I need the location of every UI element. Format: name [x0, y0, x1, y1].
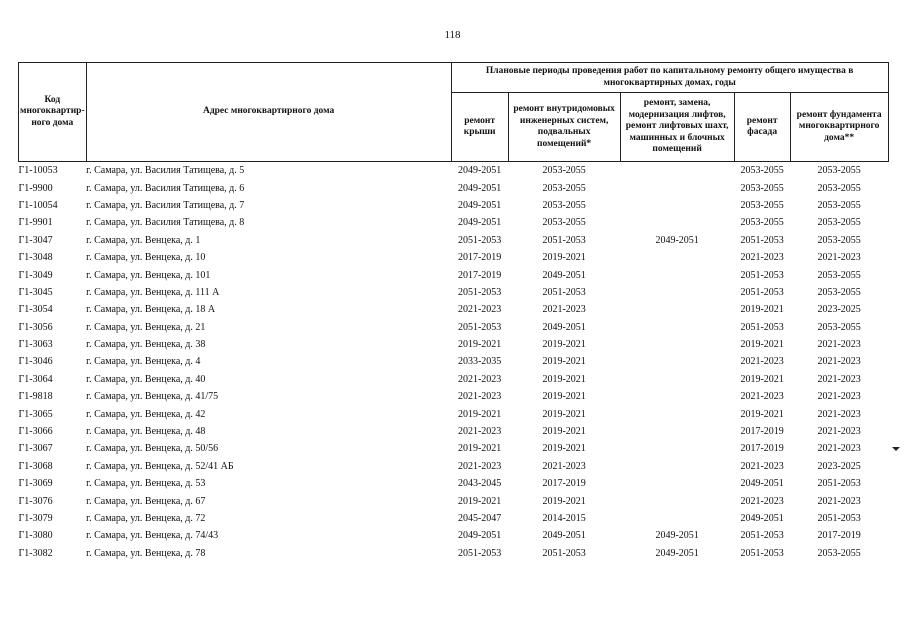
cell-elevators — [620, 440, 734, 457]
cell-code: Г1-9900 — [18, 182, 53, 194]
cell-roof: 2043-2045 — [457, 478, 502, 490]
cell-elevators — [620, 492, 734, 509]
cell-code: Г1-3079 — [18, 513, 53, 524]
table-row — [19, 353, 889, 370]
table-row — [19, 440, 889, 457]
cell-roof: 2051-2053 — [457, 286, 502, 298]
cell-roof: 2051-2053 — [457, 234, 502, 246]
cell-systems: 2051-2053 — [542, 286, 586, 298]
cell-elevators — [620, 162, 734, 180]
cell-elevators — [620, 266, 734, 283]
cell-systems: 2049-2051 — [542, 530, 586, 542]
cell-foundation: 2023-2025 — [817, 304, 861, 316]
header-group: Плановые периоды проведения работ по капитальному ремонту общего имущества в многоквартирных домах, годы — [451, 63, 888, 93]
table-row — [19, 423, 889, 440]
cell-facade: 2019-2021 — [740, 339, 784, 351]
table-row — [19, 162, 889, 180]
cell-address: г. Самара, ул. Венцека, д. 52/41 АБ — [86, 460, 234, 472]
cell-foundation: 2053-2055 — [817, 182, 861, 194]
cell-foundation: 2053-2055 — [817, 217, 861, 229]
table-header — [19, 63, 889, 162]
repair-schedule-table — [18, 62, 889, 562]
cell-code: Г1-3064 — [18, 373, 53, 385]
cell-roof: 2049-2051 — [457, 199, 502, 211]
cell-systems: 2019-2021 — [542, 373, 586, 385]
cell-elevators — [620, 371, 734, 388]
cell-facade: 2017-2019 — [740, 426, 784, 438]
cell-systems: 2021-2023 — [542, 304, 586, 316]
cell-elevators — [620, 179, 734, 196]
cell-facade: 2021-2023 — [740, 460, 784, 472]
cell-code: Г1-3049 — [18, 269, 53, 281]
cell-systems: 2051-2053 — [542, 234, 586, 246]
header-facade: ремонт фасада — [734, 93, 790, 162]
cell-address: г. Самара, ул. Венцека, д. 72 — [86, 513, 206, 524]
table-row — [19, 319, 889, 336]
cell-elevators — [620, 510, 734, 527]
table-row — [19, 301, 889, 318]
cell-code: Г1-3047 — [18, 234, 53, 246]
cell-systems: 2019-2021 — [542, 443, 586, 455]
cell-foundation: 2053-2055 — [817, 234, 861, 246]
cell-facade: 2049-2051 — [740, 513, 784, 524]
cell-address: г. Самара, ул. Венцека, д. 38 — [86, 339, 206, 351]
cell-roof: 2017-2019 — [457, 252, 502, 264]
cell-foundation: 2021-2023 — [817, 373, 861, 385]
cell-systems: 2014-2015 — [542, 513, 586, 524]
cell-address: г. Самара, ул. Василия Татищева, д. 8 — [86, 217, 245, 229]
cell-roof: 2021-2023 — [457, 373, 502, 385]
table-row — [19, 492, 889, 509]
cell-foundation: 2021-2023 — [817, 339, 861, 351]
cell-roof: 2019-2021 — [457, 443, 502, 455]
table-row — [19, 510, 889, 527]
cell-facade: 2019-2021 — [740, 304, 784, 316]
cell-roof: 2019-2021 — [457, 408, 502, 420]
cell-foundation: 2021-2023 — [817, 391, 861, 403]
cell-code: Г1-3063 — [18, 339, 53, 351]
cell-facade: 2021-2023 — [740, 356, 784, 368]
cell-elevators — [620, 249, 734, 266]
table-row — [19, 232, 889, 249]
cell-roof: 2021-2023 — [457, 304, 502, 316]
cell-systems: 2021-2023 — [542, 460, 586, 472]
cell-elevators — [620, 197, 734, 214]
cell-foundation: 2053-2055 — [817, 199, 861, 211]
cell-facade: 2021-2023 — [740, 391, 784, 403]
cell-roof: 2045-2047 — [457, 513, 502, 524]
cell-code: Г1-3065 — [18, 408, 53, 420]
cell-elevators — [620, 423, 734, 440]
cell-elevators — [620, 336, 734, 353]
cell-address: г. Самара, ул. Венцека, д. 50/56 — [86, 443, 219, 455]
cell-facade: 2051-2053 — [740, 530, 784, 542]
cell-systems: 2049-2051 — [542, 269, 586, 281]
table-row — [19, 214, 889, 231]
table-row — [19, 266, 889, 283]
cell-facade: 2051-2053 — [740, 547, 784, 559]
cell-code: Г1-3046 — [18, 356, 53, 368]
table-row — [19, 388, 889, 405]
cell-systems: 2019-2021 — [542, 426, 586, 438]
table-row — [19, 475, 889, 492]
cell-foundation: 2021-2023 — [817, 356, 861, 368]
cell-code: Г1-3054 — [18, 304, 53, 316]
cell-foundation: 2023-2025 — [817, 460, 861, 472]
cell-facade: 2019-2021 — [740, 373, 784, 385]
cell-code: Г1-3068 — [18, 460, 53, 472]
cell-code: Г1-3045 — [18, 286, 53, 298]
cell-foundation: 2053-2055 — [817, 269, 861, 281]
cell-facade: 2021-2023 — [740, 495, 784, 507]
cell-code: Г1-3069 — [18, 478, 53, 490]
cell-elevators: 2049-2051 — [655, 530, 699, 542]
table-row — [19, 371, 889, 388]
cell-facade: 2051-2053 — [740, 234, 784, 246]
cell-roof: 2033-2035 — [457, 356, 502, 368]
cell-address: г. Самара, ул. Василия Татищева, д. 7 — [86, 199, 245, 211]
table-row — [19, 405, 889, 422]
cell-facade: 2053-2055 — [740, 182, 784, 194]
cell-systems: 2019-2021 — [542, 391, 586, 403]
cell-elevators: 2049-2051 — [655, 547, 699, 559]
header-roof: ремонт крыши — [451, 93, 508, 162]
cell-roof: 2049-2051 — [457, 165, 502, 177]
header-foundation: ремонт фундамента многоквартирного дома** — [790, 93, 888, 162]
cell-systems: 2053-2055 — [542, 217, 586, 229]
cell-systems: 2019-2021 — [542, 408, 586, 420]
cell-systems: 2049-2051 — [542, 321, 586, 333]
header-systems: ремонт внутридомовых инженерных систем, подвальных помещений* — [508, 93, 620, 162]
cell-roof: 2051-2053 — [457, 547, 502, 559]
cell-systems: 2019-2021 — [542, 495, 586, 507]
cell-address: г. Самара, ул. Венцека, д. 1 — [86, 234, 201, 246]
cell-address: г. Самара, ул. Венцека, д. 41/75 — [86, 391, 219, 403]
cell-facade: 2017-2019 — [740, 443, 784, 455]
cell-address: г. Самара, ул. Венцека, д. 18 А — [86, 304, 216, 316]
cell-systems: 2053-2055 — [542, 182, 586, 194]
cell-foundation: 2021-2023 — [817, 426, 861, 438]
cell-address: г. Самара, ул. Венцека, д. 53 — [86, 478, 206, 490]
table-row — [19, 545, 889, 562]
cell-foundation: 2053-2055 — [817, 286, 861, 298]
cell-foundation: 2051-2053 — [817, 513, 861, 524]
cell-roof: 2017-2019 — [457, 269, 502, 281]
cell-roof: 2049-2051 — [457, 217, 502, 229]
cell-elevators: 2049-2051 — [655, 234, 699, 246]
cell-address: г. Самара, ул. Василия Татищева, д. 5 — [86, 165, 245, 177]
cell-facade: 2053-2055 — [740, 165, 784, 177]
cell-foundation: 2021-2023 — [817, 252, 861, 264]
cell-facade: 2019-2021 — [740, 408, 784, 420]
cell-address: г. Самара, ул. Василия Татищева, д. 6 — [86, 182, 245, 194]
cell-address: г. Самара, ул. Венцека, д. 67 — [86, 495, 206, 507]
cell-address: г. Самара, ул. Венцека, д. 4 — [86, 356, 201, 368]
cell-address: г. Самара, ул. Венцека, д. 48 — [86, 426, 206, 438]
cell-facade: 2053-2055 — [740, 217, 784, 229]
cell-elevators — [620, 301, 734, 318]
table-row — [19, 179, 889, 196]
cell-systems: 2019-2021 — [542, 356, 586, 368]
cell-systems: 2053-2055 — [542, 165, 586, 177]
table-row — [19, 458, 889, 475]
page-number: 118 — [444, 29, 461, 41]
cell-code: Г1-10053 — [18, 165, 58, 177]
cell-roof: 2019-2021 — [457, 339, 502, 351]
cell-facade: 2051-2053 — [740, 321, 784, 333]
cell-roof: 2049-2051 — [457, 530, 502, 542]
cell-foundation: 2021-2023 — [817, 495, 861, 507]
cell-code: Г1-3067 — [18, 443, 53, 455]
cell-facade: 2053-2055 — [740, 199, 784, 211]
cell-facade: 2051-2053 — [740, 269, 784, 281]
table-body — [19, 162, 889, 562]
cell-foundation: 2021-2023 — [817, 443, 861, 455]
cell-code: Г1-10054 — [18, 199, 58, 211]
cell-systems: 2019-2021 — [542, 252, 586, 264]
cell-roof: 2051-2053 — [457, 321, 502, 333]
cell-code: Г1-3048 — [18, 252, 53, 264]
cell-code: Г1-9818 — [18, 391, 53, 403]
header-code: Код многоквартир-ного дома — [19, 63, 87, 162]
cell-foundation: 2021-2023 — [817, 408, 861, 420]
cell-foundation: 2053-2055 — [817, 165, 861, 177]
cell-elevators — [620, 353, 734, 370]
triangle-marker-icon — [892, 447, 900, 451]
cell-elevators — [620, 405, 734, 422]
cell-address: г. Самара, ул. Венцека, д. 40 — [86, 373, 206, 385]
cell-foundation: 2017-2019 — [817, 530, 861, 542]
cell-code: Г1-3082 — [18, 547, 53, 559]
cell-systems: 2053-2055 — [542, 199, 586, 211]
cell-elevators — [620, 458, 734, 475]
cell-elevators — [620, 388, 734, 405]
header-elevators: ремонт, замена, модернизация лифтов, ремонт лифтовых шахт, машинных и блочных помещений — [620, 93, 734, 162]
cell-roof: 2019-2021 — [457, 495, 502, 507]
cell-roof: 2021-2023 — [457, 426, 502, 438]
table-row — [19, 336, 889, 353]
cell-systems: 2051-2053 — [542, 547, 586, 559]
cell-code: Г1-3080 — [18, 530, 53, 542]
cell-elevators — [620, 214, 734, 231]
cell-code: Г1-3076 — [18, 495, 53, 507]
cell-roof: 2021-2023 — [457, 391, 502, 403]
table-row — [19, 197, 889, 214]
cell-systems: 2017-2019 — [542, 478, 586, 490]
cell-address: г. Самара, ул. Венцека, д. 42 — [86, 408, 206, 420]
cell-elevators — [620, 284, 734, 301]
cell-code: Г1-9901 — [18, 217, 53, 229]
cell-code: Г1-3066 — [18, 426, 53, 438]
cell-foundation: 2051-2053 — [817, 478, 861, 490]
cell-address: г. Самара, ул. Венцека, д. 111 А — [86, 286, 220, 298]
table-row — [19, 249, 889, 266]
cell-facade: 2051-2053 — [740, 286, 784, 298]
cell-address: г. Самара, ул. Венцека, д. 74/43 — [86, 530, 219, 542]
cell-elevators — [620, 319, 734, 336]
table-row — [19, 527, 889, 544]
cell-address: г. Самара, ул. Венцека, д. 10 — [86, 252, 206, 264]
cell-address: г. Самара, ул. Венцека, д. 21 — [86, 321, 206, 333]
cell-code: Г1-3056 — [18, 321, 53, 333]
table-row — [19, 284, 889, 301]
cell-address: г. Самара, ул. Венцека, д. 101 — [86, 269, 211, 281]
cell-facade: 2021-2023 — [740, 252, 784, 264]
cell-systems: 2019-2021 — [542, 339, 586, 351]
header-address: Адрес многоквартирного дома — [86, 63, 451, 162]
cell-roof: 2021-2023 — [457, 460, 502, 472]
cell-elevators — [620, 475, 734, 492]
cell-roof: 2049-2051 — [457, 182, 502, 194]
cell-facade: 2049-2051 — [740, 478, 784, 490]
cell-foundation: 2053-2055 — [817, 321, 861, 333]
cell-foundation: 2053-2055 — [817, 547, 861, 559]
cell-address: г. Самара, ул. Венцека, д. 78 — [86, 547, 206, 559]
